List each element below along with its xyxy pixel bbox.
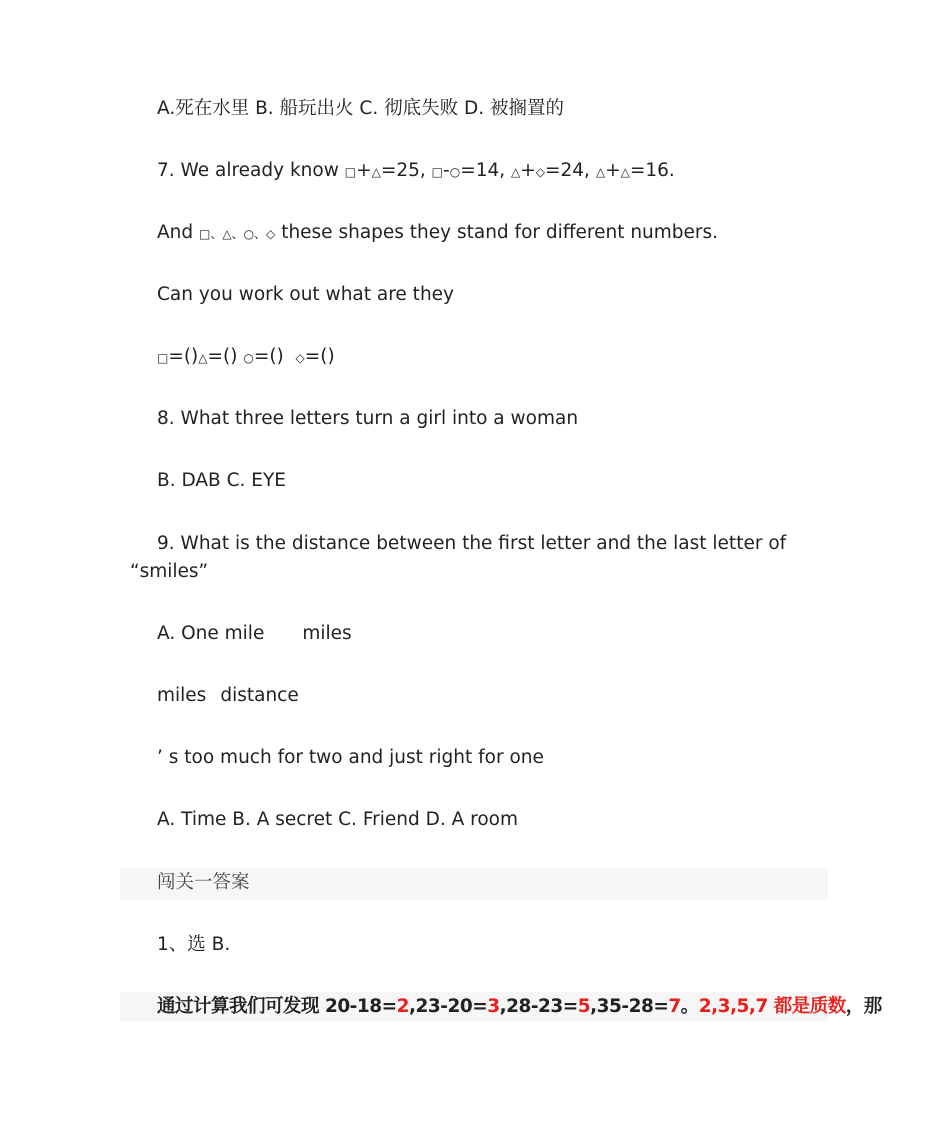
question-7-shapes-line bbox=[157, 219, 718, 248]
equation-result: =25, bbox=[380, 160, 426, 181]
question-9-options-2 bbox=[157, 682, 299, 710]
option-a: A. One mile bbox=[157, 623, 265, 644]
answer-1: 1、选 B. bbox=[157, 934, 231, 955]
square-symbol: □ bbox=[431, 165, 444, 179]
triangle-symbol: △ bbox=[198, 351, 208, 365]
equation-result: =24, bbox=[545, 160, 590, 181]
option-miles-2: miles bbox=[157, 685, 207, 706]
diff-value: 7 bbox=[668, 996, 681, 1017]
diff-value: 3 bbox=[487, 996, 500, 1017]
question-10-options: A. Time B. A secret C. Friend D. A room bbox=[157, 809, 518, 830]
triangle-symbol: △ bbox=[595, 165, 606, 179]
question-8-options: B. DAB C. EYE bbox=[157, 470, 286, 491]
circle-symbol: ○ bbox=[449, 165, 461, 179]
square-symbol: □ bbox=[157, 351, 169, 365]
option-distance: distance bbox=[220, 685, 299, 706]
and-prefix: And bbox=[157, 222, 194, 243]
diff-value: 2 bbox=[396, 996, 409, 1017]
triangle-symbol: △ bbox=[371, 165, 381, 179]
operator: + bbox=[605, 160, 621, 181]
question-7-prompt: Can you work out what are they bbox=[157, 284, 454, 305]
blank-triangle: =() bbox=[207, 346, 238, 367]
blank-square: =() bbox=[168, 346, 199, 367]
explain-period: 。 bbox=[680, 996, 699, 1017]
triangle-symbol: △ bbox=[620, 165, 630, 179]
shape-list: □、△、○、◇ bbox=[199, 227, 276, 241]
operator: - bbox=[443, 160, 450, 181]
explain-sep: ,23-20= bbox=[409, 996, 488, 1017]
triangle-symbol: △ bbox=[511, 165, 521, 179]
equation-result: =16. bbox=[629, 160, 675, 181]
question-7-blanks bbox=[157, 343, 335, 372]
question-7-intro bbox=[157, 157, 675, 186]
circle-symbol: ○ bbox=[243, 351, 254, 365]
question-9-line1: 9. What is the distance between the first letter and the last letter of bbox=[157, 533, 787, 554]
diamond-symbol: ◇ bbox=[535, 165, 545, 179]
answer-1-explanation bbox=[157, 993, 882, 1021]
square-symbol: □ bbox=[344, 165, 357, 179]
question-9-line2: “smiles” bbox=[130, 561, 209, 582]
primes-note: 2,3,5,7 都是质数 bbox=[698, 996, 846, 1017]
question-8: 8. What three letters turn a girl into a woman bbox=[157, 408, 579, 429]
blank-circle: =() bbox=[253, 346, 284, 367]
equation-result: =14, bbox=[460, 160, 506, 181]
question-6-options: A.死在水里 B. 船玩出火 C. 彻底失败 D. 被搁置的 bbox=[157, 98, 564, 119]
operator: + bbox=[356, 160, 372, 181]
explain-prefix: 通过计算我们可发现 20-18= bbox=[157, 996, 397, 1017]
diamond-symbol: ◇ bbox=[295, 351, 305, 365]
explain-tail: ，那 bbox=[845, 996, 882, 1017]
answer-heading: 闯关一答案 bbox=[157, 872, 250, 893]
option-miles: miles bbox=[302, 623, 352, 644]
explain-sep: ,28-23= bbox=[499, 996, 578, 1017]
blank-diamond: =() bbox=[304, 346, 335, 367]
explain-sep: ,35-28= bbox=[590, 996, 669, 1017]
and-suffix: these shapes they stand for different numbers. bbox=[281, 222, 719, 243]
question-9-options bbox=[157, 620, 352, 648]
question-7-label: 7. We already know bbox=[157, 160, 339, 181]
diff-value: 5 bbox=[577, 996, 591, 1017]
operator: + bbox=[520, 160, 536, 181]
question-10: ’ s too much for two and just right for one bbox=[157, 747, 544, 768]
